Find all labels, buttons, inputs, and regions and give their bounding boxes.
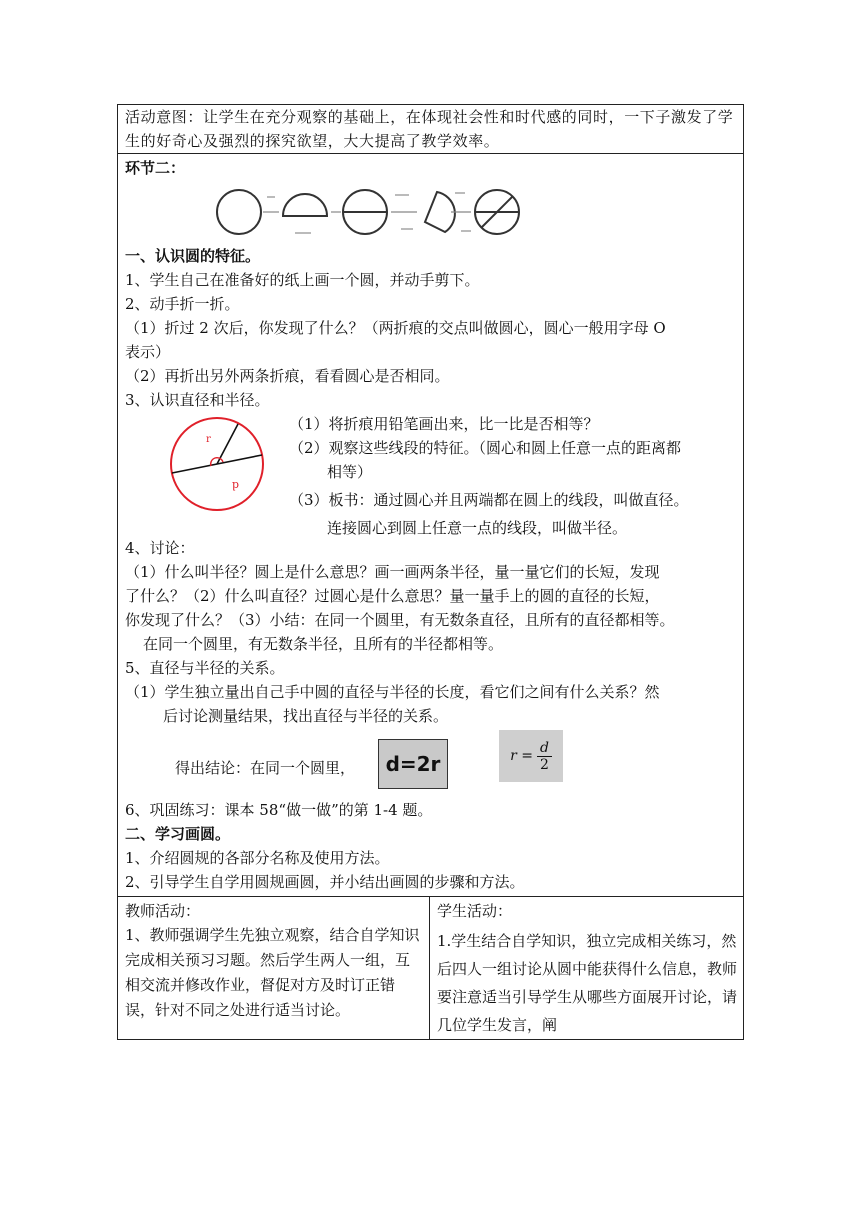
section-one-item-2-1b: 表示） xyxy=(125,343,171,361)
section-one-item-3: 3、认识直径和半径。 xyxy=(125,391,270,409)
row-activities xyxy=(118,897,744,1040)
section-one-item-2-2: （2）再折出另外两条折痕，看看圆心是否相同。 xyxy=(125,367,450,385)
section-one-item-2: 2、动手折一折。 xyxy=(125,295,240,313)
section-six: 6、巩固练习：课本 58“做一做”的第 1-4 题。 xyxy=(125,801,433,819)
page xyxy=(117,104,743,1040)
full-circle-icon xyxy=(217,190,261,234)
section-four-line-1: （1）什么叫半径？圆上是什么意思？画一画两条半径，量一量它们的长短，发现 xyxy=(125,563,660,581)
section-three-item-3b: 连接圆心到圆上任意一点的线段，叫做半径。 xyxy=(327,519,628,537)
section-one-item-2-1a: （1）折过 2 次后，你发现了什么？（两折痕的交点叫做圆心，圆心一般用字母 O xyxy=(125,319,666,337)
half-circle-icon xyxy=(283,194,327,216)
teacher-activity-text: 1、教师强调学生先独立观察，结合自学知识完成相关预习习题。然后学生两人一组，互相交流并修改作业，督促对方及时订正错误，针对不同之处进行适当讨论。 xyxy=(125,926,420,1019)
section-one-item-1: 1、学生自己在准备好的纸上画一个圆，并动手剪下。 xyxy=(125,271,480,289)
section-four-line-3: 你发现了什么？（3）小结：在同一个圆里，有无数条直径，且所有的直径都相等。 xyxy=(125,611,675,629)
section-four-line-2: 了什么？（2）什么叫直径？过圆心是什么意思？量一量手上的圆的直径的长短， xyxy=(125,587,660,605)
section-five-line-2: 后讨论测量结果，找出直径与半径的关系。 xyxy=(163,707,449,725)
formula-denominator: 2 xyxy=(539,756,549,773)
lesson-table xyxy=(117,104,744,1040)
quarter-circle-icon xyxy=(425,192,455,232)
stage-heading: 环节二： xyxy=(125,159,186,177)
student-activity-text: 1.学生结合自学知识，独立完成相关练习，然后四人一组讨论从圆中能获得什么信息，教师要注意适当引导学生从哪些方面展开讨论，请几位学生发言，阐 xyxy=(437,932,738,1034)
folding-steps-figure xyxy=(205,182,545,242)
folding-illustration xyxy=(125,180,737,244)
activity-intent-text: 活动意图：让学生在充分观察的基础上，在体现社会性和时代感的同时，一下子激发了学生的好奇心及强烈的探究欲望，大大提高了教学效率。 xyxy=(125,108,734,150)
formula-d-equals-2r: d=2r xyxy=(378,739,448,789)
row-intent xyxy=(118,105,744,154)
section-five-line-1: （1）学生独立量出自己手中圆的直径与半径的长度，看它们之间有什么关系？然 xyxy=(125,683,660,701)
formula-r-equals-d-over-2 xyxy=(499,730,563,782)
conclusion-block xyxy=(125,728,737,796)
section-three-item-1: （1）将折痕用铅笔画出来，比一比是否相等？ xyxy=(289,415,599,433)
section-one-title: 一、认识圆的特征。 xyxy=(125,247,261,265)
section-five-title: 5、直径与半径的关系。 xyxy=(125,659,285,677)
section-three-item-3a: （3）板书：通过圆心并且两端都在圆上的线段，叫做直径。 xyxy=(289,491,689,509)
section-three-item-2a: （2）观察这些线段的特征。（圆心和圆上任意一点的距离都 xyxy=(289,439,682,457)
formula-numerator: d xyxy=(537,740,552,757)
section-two-title: 二、学习画圆。 xyxy=(125,825,231,843)
diameter-radius-block xyxy=(125,412,737,536)
section-four-line-4: 在同一个圆里，有无数条半径，且所有的半径都相等。 xyxy=(143,635,504,653)
teacher-activity-heading: 教师活动： xyxy=(125,902,201,920)
circle-diagram xyxy=(165,412,269,516)
conclusion-label: 得出结论：在同一个圆里， xyxy=(175,759,356,777)
radius-label: r xyxy=(206,434,211,445)
section-four-title: 4、讨论： xyxy=(125,539,195,557)
section-two-item-2: 2、引导学生自学用圆规画圆，并小结出画圆的步骤和方法。 xyxy=(125,873,525,891)
student-activity-heading: 学生活动： xyxy=(437,902,513,920)
section-two-item-1: 1、介绍圆规的各部分名称及使用方法。 xyxy=(125,849,390,867)
row-stage-two xyxy=(118,154,744,897)
diameter-label: d xyxy=(231,479,239,492)
section-three-item-2b: 相等） xyxy=(327,463,373,481)
formula-lhs: r = xyxy=(510,748,533,764)
